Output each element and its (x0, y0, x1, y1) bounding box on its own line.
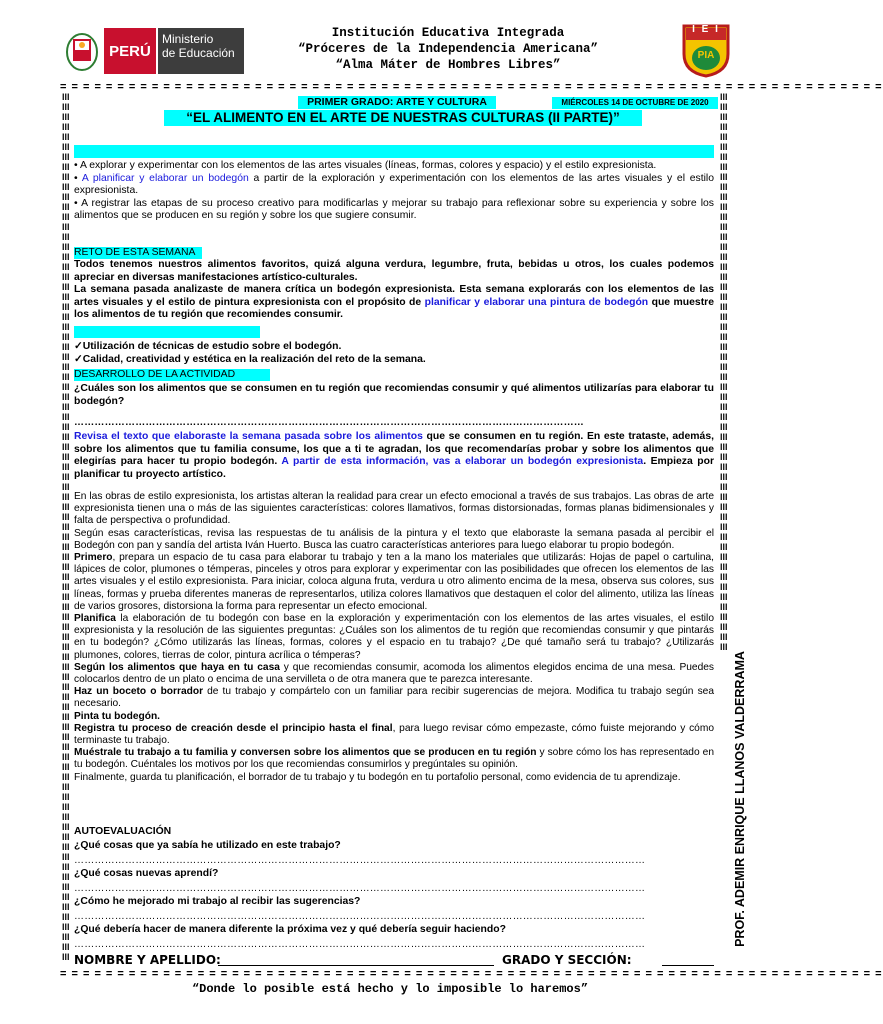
purpose-list (74, 160, 714, 223)
grade-label: PRIMER GRADO: ARTE Y CULTURA (298, 96, 496, 109)
reto-heading: RETO DE ESTA SEMANA (74, 247, 202, 259)
school-name-line2: “Próceres de la Independencia Americana” (297, 42, 599, 56)
school-motto: “Alma Máter de Hombres Libres” (335, 58, 561, 72)
reto-link: planificar y elaborar una pintura de bodegón (424, 296, 649, 308)
purpose-highlight-bar (74, 145, 714, 158)
page-title: “EL ALIMENTO EN EL ARTE DE NUESTRAS CULTURAS (II PARTE)” (164, 110, 642, 126)
ministry-line1: Ministerio (162, 32, 214, 46)
name-input-line[interactable] (218, 965, 494, 966)
desarrollo-question: ¿Cuáles son los alimentos que se consumen en tu región que recomiendas consumir y qué alimentos utilizarías para elaborar tu bodegón? (74, 383, 714, 407)
desarrollo-paragraph: Revisa el texto que elaboraste la semana pasada sobre los alimentos que se consumen en tu región. En este trataste, además, sobre los alimentos que tu familia consume, los que a ti te agradan, los que recomendarías probar y sobre los alimentos que elegirías para hacer tu propio bodegón. A partir de esta información, vas a elaborar un bodegón expresionista. Empieza por planificar tu proyecto artístico. (74, 431, 714, 480)
footer-motto: “Donde lo posible está hecho y lo imposible lo haremos” (191, 982, 589, 996)
instructions-body: En las obras de estilo expresionista, los artistas alteran la realidad para crear un efecto emocional a través de sus trabajos. Las obras de arte expresionista tienen una o más de las siguientes características: colores llamativos, formas distorsionadas, formas planas bidimensionales y falta de perspectiva o profundidad. Según esas características, revisa las respuestas de tu análisis de la pintura y el texto que elaboraste la semana pasada al percibir el Bodegón con pan y sandía del artista Iván Huerto. Busca las cuatro características anteriores para luego elaborar tu propio bodegón. Primero, prepara un espacio de tu casa para elaborar tu trabajo y ten a la mano los materiales que utilizarás: Hojas de papel o cartulina, lápices de color, plumones o témperas, pinceles y otros para explorar y experimentar con las posibilidades que ofrecen los elementos de las artes visuales y el estilo expresionista. Para iniciar, coloca alguna fruta, verdura u otro alimento encima de la mesa, observa sus colores, sus líneas, formas y prueba diferentes maneras de representarlos, utiliza colores llamativos que destaquen el color del alimento, utiliza las líneas de varios grosores, distorsiona la forma para representar un efecto emocional. Planifica la elaboración de tu bodegón con base en la exploración y experimentación con los elementos de las artes visuales, el estilo expresionista y la resolución de las siguientes preguntas: ¿Cuáles son los alimentos de tu región que recomiendas consumir y que pintarás en tu bodegón? ¿Cómo utilizarás las líneas, formas, colores y el espacio en tu trabajo? ¿De qué tamaño será tu trabajo? ¿Utilizarás plumones, colores, tierras de color, pintura acrílica o témperas? Según los alimentos que haya en tu casa y que recomiendas consumir, acomoda los alimentos elegidos encima de una mesa. Puedes colocarlos dentro de un plato o encima de una servilleta o de otra manera que te parezca interesante. Haz un boceto o borrador de tu trabajo y compártelo con un familiar para recibir sugerencias de mejora. Modifica tu trabajo según sea necesario. Pinta tu bodegón. Registra tu proceso de creación desde el principio hasta el final, para luego revisar cómo empezaste, cómo fuiste mejorando y cómo terminaste tu trabajo. Muéstrale tu trabajo a tu familia y conversen sobre los alimentos que se producen en tu región y sobre cómo los has representado en tu bodegón. Cuéntales los motivos por los que recomiendas consumirlos y pregúntales su opinión. Finalmente, guarda tu planificación, el borrador de tu trabajo y tu bodegón en tu portafolio personal, como evidencia de tu aprendizaje. (74, 491, 715, 783)
bottom-border-dashes: = = = = = = = = = = = = = = = = = = = = = = = = = = = = = = = = = = = = = = = = = = = = = = = = = = = = = = = = = = = = = = = = = = = = = = = = (60, 968, 883, 980)
answer-line-3[interactable]: …………………………………………………………………………………………………………………………………………………… (74, 911, 646, 922)
ministry-line2: de Educación (162, 46, 235, 60)
top-border-dashes: = = = = = = = = = = = = = = = = = = = = = = = = = = = = = = = = = = = = = = = = = = = = = = = = = = = = = = = = = = = = = = = = = = = = = = = = (60, 81, 883, 93)
criteria-item: ✓Calidad, creatividad y estética en la realización del reto de la semana. (74, 353, 426, 365)
date-label: MIÉRCOLES 14 DE OCTUBRE DE 2020 (552, 97, 718, 109)
teacher-name: PROF. ADEMIR ENRIQUE LLANOS VALDERRAMA (733, 651, 747, 947)
left-border-ticks: lll lll lll lll lll lll lll lll lll lll lll lll lll lll lll lll lll lll lll lll lll lll lll lll lll lll lll lll lll lll lll lll lll lll lll lll lll lll lll lll lll lll lll lll lll lll lll lll lll lll lll lll lll lll lll lll lll lll lll lll lll lll lll lll lll lll lll lll lll lll lll lll lll lll lll lll lll lll lll lll lll lll lll lll lll lll lll (62, 92, 70, 962)
criteria-list (74, 341, 714, 366)
teacher-name-vertical (722, 650, 762, 950)
ministry-logo (158, 28, 244, 74)
school-name: Institución Educativa Integrada (331, 26, 565, 40)
purpose-link: A planificar y elaborar un bodegón (81, 172, 249, 184)
reto-text: Todos tenemos nuestros alimentos favoritos, quizá alguna verdura, legumbre, fruta, bebidas u otros, los cuales podemos apreciar en diversas manifestaciones artístico-culturales. La semana pasada analizaste de manera crítica un bodegón expresionista. Esta semana explorarás con los elementos de las artes visuales y el estilo de pintura expresionista con el propósito de planificar y elaborar una pintura de bodegón que muestre los alimentos de tu región que recomiendes consumir. (74, 259, 714, 321)
autoeval-question-3: ¿Cómo he mejorado mi trabajo al recibir las sugerencias? (74, 896, 361, 907)
name-label: NOMBRE Y APELLIDO: (74, 953, 221, 967)
criteria-item: ✓Utilización de técnicas de estudio sobre el bodegón. (74, 341, 342, 352)
autoeval-question-2: ¿Qué cosas nuevas aprendí? (74, 868, 219, 879)
grade-input-line[interactable] (662, 965, 714, 966)
autoeval-question-1: ¿Qué cosas que ya sabía he utilizado en este trabajo? (74, 840, 341, 851)
answer-line-1[interactable]: …………………………………………………………………………………………………………………………………………………… (74, 855, 646, 866)
answer-line-4[interactable]: …………………………………………………………………………………………………………………………………………………… (74, 939, 646, 950)
desarrollo-link-2: A partir de esta información, vas a elaborar un bodegón expresionista (281, 456, 644, 468)
autoeval-heading: AUTOEVALUACIÓN (74, 826, 172, 837)
purpose-item: • A explorar y experimentar con los elementos de las artes visuales (líneas, formas, colores y espacio) y el estilo expresionista. (74, 160, 657, 171)
purpose-item: • A registrar las etapas de su proceso creativo para modificarlas y mejorar su trabajo para reflexionar sobre su experiencia y sobre los alimentos que se producen en su región y sobre los que sugiere consumir. (74, 197, 714, 222)
autoeval-question-4: ¿Qué debería hacer de manera diferente la próxima vez y qué debería seguir haciendo? (74, 924, 506, 935)
badge-inner-text: PIA (697, 50, 715, 61)
answer-line-2[interactable]: …………………………………………………………………………………………………………………………………………………… (74, 883, 646, 894)
answer-dots: …………………………………………………………………………………………………………………………………… (74, 417, 584, 428)
grade-section-label: GRADO Y SECCIÓN: (502, 953, 632, 967)
peru-logo (104, 28, 156, 74)
desarrollo-heading: DESARROLLO DE LA ACTIVIDAD (74, 369, 270, 381)
badge-text: I E I (692, 24, 720, 35)
peru-coat-of-arms-icon (62, 26, 102, 74)
desarrollo-link: Revisa el texto que elaboraste la semana pasada sobre los alimentos (74, 431, 423, 442)
logo-country: PERÚ (109, 42, 151, 60)
purpose-item: • A planificar y elaborar un bodegón a partir de la exploración y experimentación con los elementos de las artes visuales y el estilo expresionista. (74, 172, 715, 197)
criteria-highlight-bar (74, 326, 260, 338)
right-border-ticks: lll lll lll lll lll lll lll lll lll lll lll lll lll lll lll lll lll lll lll lll lll lll lll lll lll lll lll lll lll lll lll lll lll lll lll lll lll lll lll lll lll lll lll lll lll lll lll lll lll lll lll lll lll lll lll lll (720, 92, 728, 652)
